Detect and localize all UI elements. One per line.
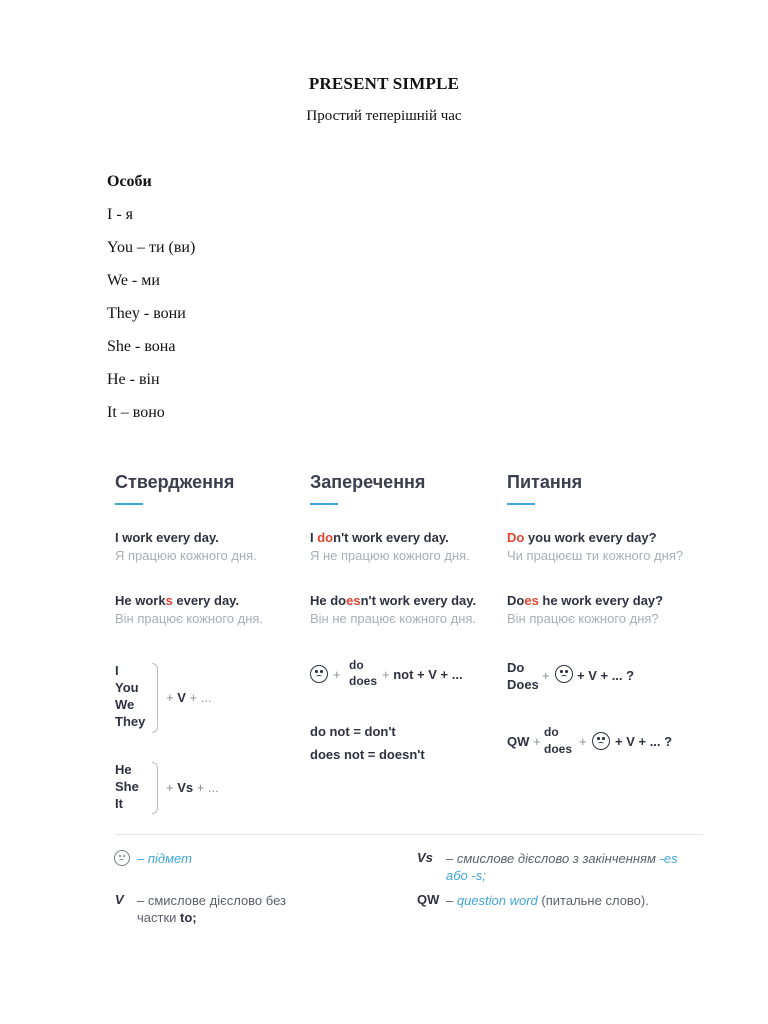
formula-plus: + [542, 668, 550, 683]
qw-label: QW + [507, 734, 541, 749]
person-item: I - я [107, 206, 134, 223]
formula-do: Do [507, 660, 525, 675]
question-formula-2-rest: + V + ... ? [615, 734, 673, 749]
question-translation-2: Він працює кожного дня? [507, 611, 659, 626]
negative-example-1: I don't work every day. [310, 530, 449, 545]
divider [115, 834, 703, 835]
legend-subject: – підмет [137, 851, 192, 866]
persons-heading: Особи [107, 173, 152, 190]
person-item: It – воно [107, 404, 165, 421]
formula-plus: + [579, 734, 587, 749]
page-subtitle: Простий теперішній час [306, 108, 462, 124]
question-formula-1-rest: + V + ... ? [577, 668, 635, 683]
person-item: We - ми [107, 272, 160, 289]
singular-subjects: He She It [115, 762, 139, 811]
contraction-2: does not = doesn't [310, 747, 425, 762]
question-translation-1: Чи працюєш ти кожного дня? [507, 548, 684, 563]
negative-translation-1: Я не працюю кожного дня. [310, 548, 470, 563]
person-item: You – ти (ви) [107, 239, 196, 256]
affirmative-example-1: I work every day. [115, 530, 219, 545]
page-title: PRESENT SIMPLE [308, 74, 460, 93]
legend-qw-text: – question word (питальне слово). [446, 893, 649, 908]
subject-face-icon [592, 732, 610, 750]
person-item: He - він [107, 371, 160, 388]
question-underline [507, 503, 535, 505]
formula-does: Does [507, 677, 539, 692]
question-heading: Питання [507, 472, 583, 492]
negative-translation-2: Він не працює кожного дня. [310, 611, 477, 626]
legend-v-key: V [115, 892, 124, 907]
formula-do: do [544, 725, 559, 739]
legend-vs-text: – смислове дієслово з закінченням -es або -s; [446, 851, 678, 883]
brace [152, 762, 158, 814]
affirmative-translation-1: Я працюю кожного дня. [115, 548, 257, 563]
affirmative-translation-2: Він працює кожного дня. [115, 611, 264, 626]
legend-qw-key: QW [417, 892, 440, 907]
legend-v-text: – смислове дієслово без частки to; [137, 893, 286, 925]
negative-formula-rest: + not + V + ... [382, 667, 463, 682]
negative-example-2: He doesn't work every day. [310, 593, 477, 608]
negative-heading: Заперечення [310, 472, 426, 492]
person-item: She - вона [107, 338, 176, 355]
person-item: They - вони [107, 305, 186, 322]
contraction-1: do not = don't [310, 724, 396, 739]
affirmative-formula-1: + V + ... [166, 690, 212, 705]
affirmative-heading: Ствердження [115, 472, 235, 492]
negative-underline [310, 503, 338, 505]
formula-does: does [544, 742, 573, 756]
affirmative-underline [115, 503, 143, 505]
question-example-2: Does he work every day? [507, 593, 664, 608]
affirmative-example-2: He works every day. [115, 593, 240, 608]
formula-plus: + [333, 667, 341, 682]
plural-subjects: I You We They [115, 663, 146, 729]
formula-does: does [349, 674, 378, 688]
legend-vs-key: Vs [417, 850, 433, 865]
formula-do: do [349, 658, 364, 672]
question-example-1: Do you work every day? [507, 530, 657, 545]
brace [152, 663, 158, 733]
subject-face-icon [310, 665, 328, 683]
subject-face-icon [114, 850, 130, 866]
subject-face-icon [555, 665, 573, 683]
affirmative-formula-2: + Vs + ... [166, 780, 219, 795]
